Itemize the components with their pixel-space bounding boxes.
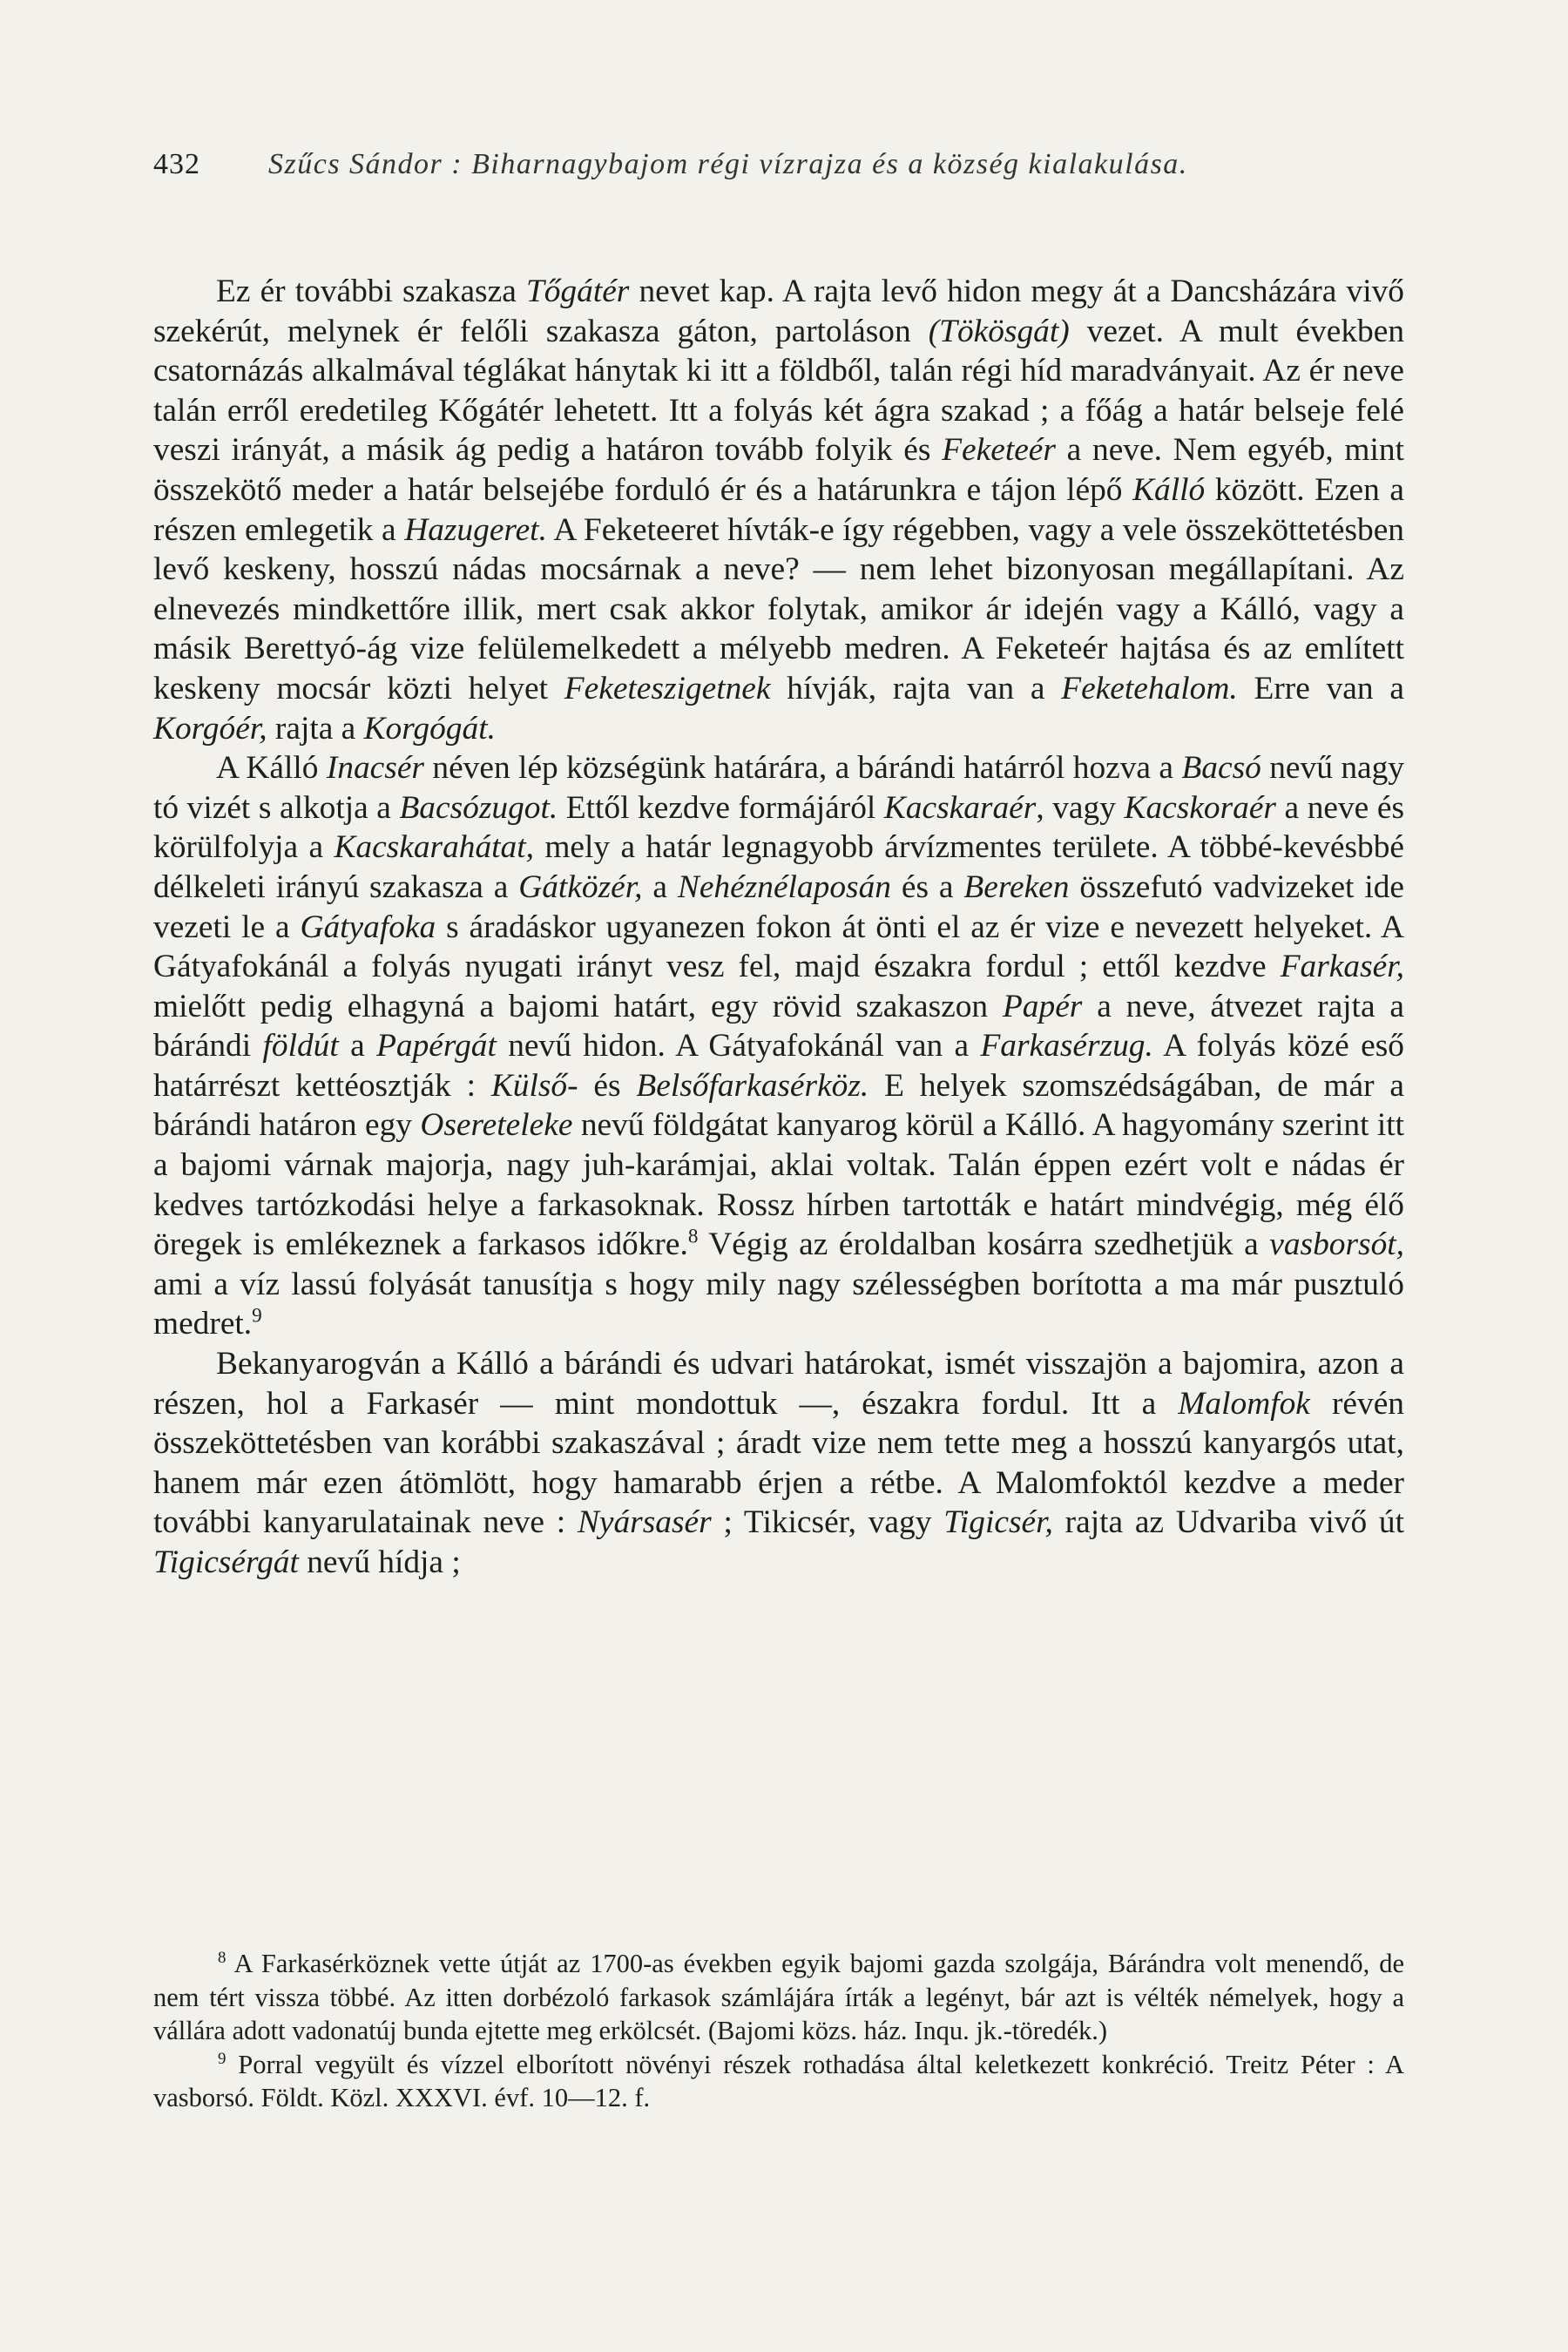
italic-term: Kacskarahátat, [334, 829, 534, 866]
text-run: E helyek szomszédságában, de már a bárándi határon egy [153, 1067, 1404, 1144]
text-run: Végig az éroldalban kosárra szedhetjük a [698, 1227, 1270, 1263]
text-run: A Kálló [216, 750, 327, 787]
text-run: révén összeköttetésben van korábbi szakaszával ; áradt vize nem tette meg a hosszú kanyargós utat, hanem már ezen átömlött, hogy hamarabb érjen a rétbe. A Malomfoktól kezdve a meder további kanyarulatainak neve : [153, 1385, 1404, 1541]
text-run: nevű hidon. A Gátyafokánál van a [496, 1028, 981, 1064]
italic-term: Feketehalom. [1061, 670, 1238, 706]
text-run: nevű nagy tó vizét s alkotja a [153, 750, 1404, 826]
italic-term: Hazugeret. [404, 511, 547, 548]
text-run: összefutó vadvizeket ide vezeti le a [153, 868, 1404, 945]
text-run: között. Ezen a részen emlegetik a [153, 471, 1405, 548]
text-run: Erre van a [1237, 670, 1404, 706]
italic-term: Gátközér, [518, 868, 643, 905]
text-run: nevű hídja ; [298, 1544, 461, 1580]
text-run: a neve. Nem egyéb, mint összekötő meder a határ belsejébe forduló ér és a határunkra e tájon lépő [153, 432, 1404, 508]
italic-term: Farkasér, [1280, 949, 1404, 985]
footnote-marker: 9 [218, 2049, 226, 2068]
italic-term: Gátyafoka [300, 909, 436, 945]
running-title: Szűcs Sándor : Biharnagybajom régi vízrajza és a község kialakulása. [268, 148, 1188, 180]
italic-term: Farkasérzug. [980, 1028, 1153, 1064]
text-run: néven lép községünk határára, a bárándi határról hozva a [423, 750, 1182, 787]
italic-term: Feketeszigetnek [564, 670, 771, 706]
italic-term: Korgóér, [153, 710, 267, 747]
italic-term: Kálló [1132, 471, 1206, 508]
text-run: A Feketeeret hívták-e így régebben, vagy a vele összeköttetésben levő keskeny, hosszú nádas mocsárnak a neve? — nem lehet bizonyosan megállapítani. Az elnevezés mindkettőre illik, mert csak akkor folytak, amikor ár idején vagy a Kálló, vagy a másik Berettyó-ág vize felülemelkedett a mélyebb medren. A Feketeér hajtása és az említett keskeny mocsár közti helyet [153, 511, 1404, 706]
text-run: mely a határ legnagyobb árvízmentes területe. A többé-kevésbbé délkeleti irányú szakasza a [153, 829, 1404, 905]
text-run: hívják, rajta van a [770, 670, 1062, 706]
text-run: s áradáskor ugyanezen fokon át önti el az ér vize e nevezett helyeket. A Gátyafokánál a folyás nyugati irányt vesz fel, majd északra fordul ; ettől kezdve [153, 909, 1404, 985]
text-run: a [338, 1028, 377, 1064]
body-text [153, 272, 1404, 1583]
italic-term: Kacskaraér [883, 789, 1037, 826]
italic-term: Bacsózugot. [399, 789, 558, 826]
italic-term: Belsőfarkasérköz. [636, 1067, 869, 1104]
italic-term: Bereken [963, 868, 1070, 905]
text-run: A folyás közé eső határrészt kettéosztják : [153, 1028, 1404, 1104]
italic-term: Bacsó [1181, 750, 1261, 787]
italic-term: Papérgát [376, 1028, 497, 1064]
footnotes [153, 1947, 1404, 2115]
italic-term: Kacskoraér [1124, 789, 1276, 826]
text-run: rajta a [267, 710, 364, 747]
text-run: mielőtt pedig elhagyná a bajomi határt, egy rövid szakaszon [153, 988, 1003, 1024]
text-run: Bekanyarogván a Kálló a bárándi és udvari határokat, ismét visszajön a bajomira, azon a részen, hol a Farkasér — mint mondottuk —, északra fordul. Itt a [153, 1346, 1404, 1422]
footnote [153, 1947, 1404, 2048]
footnote-reference: 8 [687, 1225, 699, 1248]
italic-term: (Tökösgát) [928, 313, 1070, 349]
paragraph [153, 748, 1404, 1344]
footnote-marker: 8 [218, 1948, 226, 1967]
footnote-text: Porral vegyült és vízzel elborított növényi részek rothadása által keletkezett konkréció. Treitz Péter : A vasborsó. Földt. Közl. XXXVI. évf. 10—12. f. [153, 2049, 1404, 2112]
text-run: rajta az Udvariba vivő út [1052, 1504, 1404, 1541]
text-run: és a [890, 868, 964, 905]
text-run: a neve és körülfolyja a [153, 789, 1404, 866]
text-run: vezet. A mult években csatornázás alkalmával téglákat hánytak ki itt a földből, talán régi híd maradványait. Az ér neve talán erről eredetileg Kőgátér lehetett. Itt a folyás két ágra szakad ; a főág a határ belseje felé veszi irányát, a másik ág pedig a határon tovább folyik és [153, 313, 1405, 469]
footnote-text: A Farkasérköznek vette útját az 1700-as években egyik bajomi gazda szolgája, Bárándra volt menendő, de nem tért vissza többé. Az itten dorbézoló farkasok számlájára írták a legényt, bár azt is vélték némelyek, hogy a vállára adott vadonatúj bunda ejtette meg erkölcsét. (Bajomi közs. ház. Inqu. jk.-töredék.) [153, 1949, 1404, 2045]
italic-term: Nehéznélaposán [677, 868, 891, 905]
text-run: , vagy [1036, 789, 1125, 826]
italic-term: Osereteleke [420, 1107, 573, 1144]
italic-term: Tőgátér [525, 274, 630, 309]
text-run: a [642, 868, 678, 905]
italic-term: Külső- [490, 1067, 578, 1104]
paragraph [153, 272, 1404, 748]
text-run: ami a víz lassú folyását tanusítja s hogy mily nagy szélességben borította a ma már pusztuló medret. [153, 1266, 1404, 1342]
text-run: ; Tikicsér, vagy [711, 1504, 944, 1541]
text-run: nevű földgátat kanyarog körül a Kálló. A hagyomány szerint itt a bajomi várnak majorja, nagy juh-karámjai, aklai voltak. Talán éppen ezért volt e nádas ér kedves tartózkodási helye a farkasoknak. Rossz hírben tartották e határt mindvégig, még élő öregek is emlékeznek a farkasos időkre. [153, 1107, 1405, 1263]
italic-term: földút [262, 1028, 339, 1064]
page-header [153, 148, 1404, 181]
italic-term: Korgógát. [363, 710, 496, 747]
italic-term: Tigicsérgát [153, 1544, 299, 1580]
italic-term: Inacsér [326, 750, 424, 787]
italic-term: Malomfok [1178, 1385, 1310, 1422]
paragraph [153, 1344, 1404, 1583]
footnote-reference: 9 [252, 1304, 262, 1328]
footnote [153, 2048, 1404, 2115]
italic-term: vasborsót, [1269, 1227, 1405, 1263]
text-run: és [578, 1067, 637, 1104]
text-run: a neve, átvezet rajta a bárándi [153, 988, 1404, 1064]
page-number: 432 [153, 148, 200, 180]
text-run: nevet kap. A rajta levő hidon megy át a Dancsházára vivő szekérút, melynek ér felőli szakasza gáton, partoláson [153, 274, 1405, 349]
italic-term: Papér [1002, 988, 1083, 1024]
text-run: Ettől kezdve formájáról [558, 789, 884, 826]
italic-term: Feketeér [942, 432, 1056, 469]
italic-term: Tigicsér, [943, 1504, 1053, 1541]
italic-term: Nyársasér [577, 1504, 712, 1541]
text-run: Ez ér további szakasza [216, 274, 526, 309]
